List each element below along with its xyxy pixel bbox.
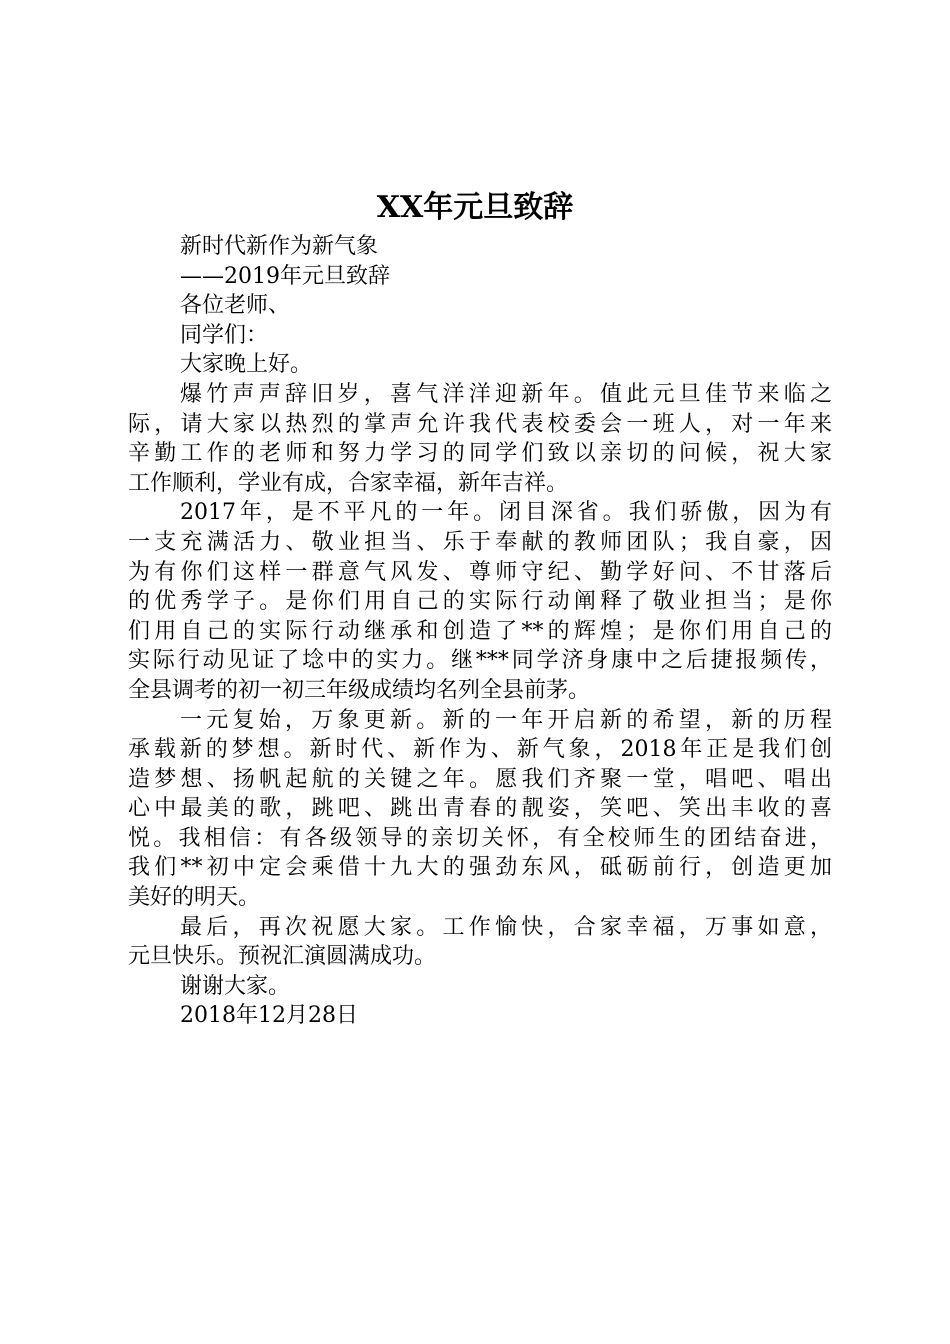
text-line: 工作顺利，学业有成，合家幸福，新年吉祥。 xyxy=(128,470,569,496)
text-line: 们用自己的实际行动继承和创造了**的辉煌；是你们用自己的 xyxy=(128,618,832,644)
text-line: 心中最美的歌，跳吧、跳出青春的靓姿，笑吧、笑出丰收的喜 xyxy=(128,796,832,822)
text-line: 我们**初中定会乘借十九大的强劲东风，砥砺前行，创造更加 xyxy=(128,855,832,881)
text-line: 美好的明天。 xyxy=(128,885,261,911)
text-line: 实际行动见证了埝中的实力。继***同学济身康中之后捷报频传， xyxy=(128,648,832,674)
text-line: ——2019年元旦致辞 xyxy=(180,263,390,289)
text-line: 新时代新作为新气象 xyxy=(180,234,379,259)
text-line: 一支充满活力、敬业担当、乐于奉献的教师团队；我自豪，因 xyxy=(128,529,832,555)
text-line: 造梦想、扬帆起航的关键之年。愿我们齐聚一堂，唱吧、唱出 xyxy=(128,766,832,792)
text-line: 际，请大家以热烈的掌声允许我代表校委会一班人，对一年来 xyxy=(128,411,832,437)
text-line: 爆竹声声辞旧岁，喜气洋洋迎新年。值此元旦佳节来临之 xyxy=(180,381,832,407)
document-title: XX年元旦致辞 xyxy=(376,190,574,225)
text-line: 全县调考的初一初三年级成绩均名列全县前茅。 xyxy=(128,677,591,703)
text-line: 2017年，是不平凡的一年。闭目深省。我们骄傲，因为有 xyxy=(180,500,832,526)
text-line: 一元复始，万象更新。新的一年开启新的希望，新的历程 xyxy=(180,707,832,733)
text-line: 各位老师、 xyxy=(180,293,291,319)
text-line: 元旦快乐。预祝汇演圆满成功。 xyxy=(128,944,437,970)
text-line: 最后，再次祝愿大家。工作愉快，合家幸福，万事如意， xyxy=(180,914,832,940)
text-line: 的优秀学子。是你们用自己的实际行动阐释了敬业担当；是你 xyxy=(128,589,832,615)
text-line: 为有你们这样一群意气风发、尊师守纪、勤学好问、不甘落后 xyxy=(128,559,832,585)
text-line: 2018年12月28日 xyxy=(180,1003,358,1029)
text-line: 承载新的梦想。新时代、新作为、新气象，2018年正是我们创 xyxy=(128,737,832,763)
text-line: 同学们： xyxy=(180,322,269,348)
text-line: 悦。我相信：有各级领导的亲切关怀，有全校师生的团结奋进， xyxy=(128,825,832,851)
document-body xyxy=(128,232,832,1031)
text-line: 谢谢大家。 xyxy=(180,973,291,999)
text-line: 大家晚上好。 xyxy=(180,352,313,378)
text-line: 辛勤工作的老师和努力学习的同学们致以亲切的问候，祝大家 xyxy=(128,441,832,467)
